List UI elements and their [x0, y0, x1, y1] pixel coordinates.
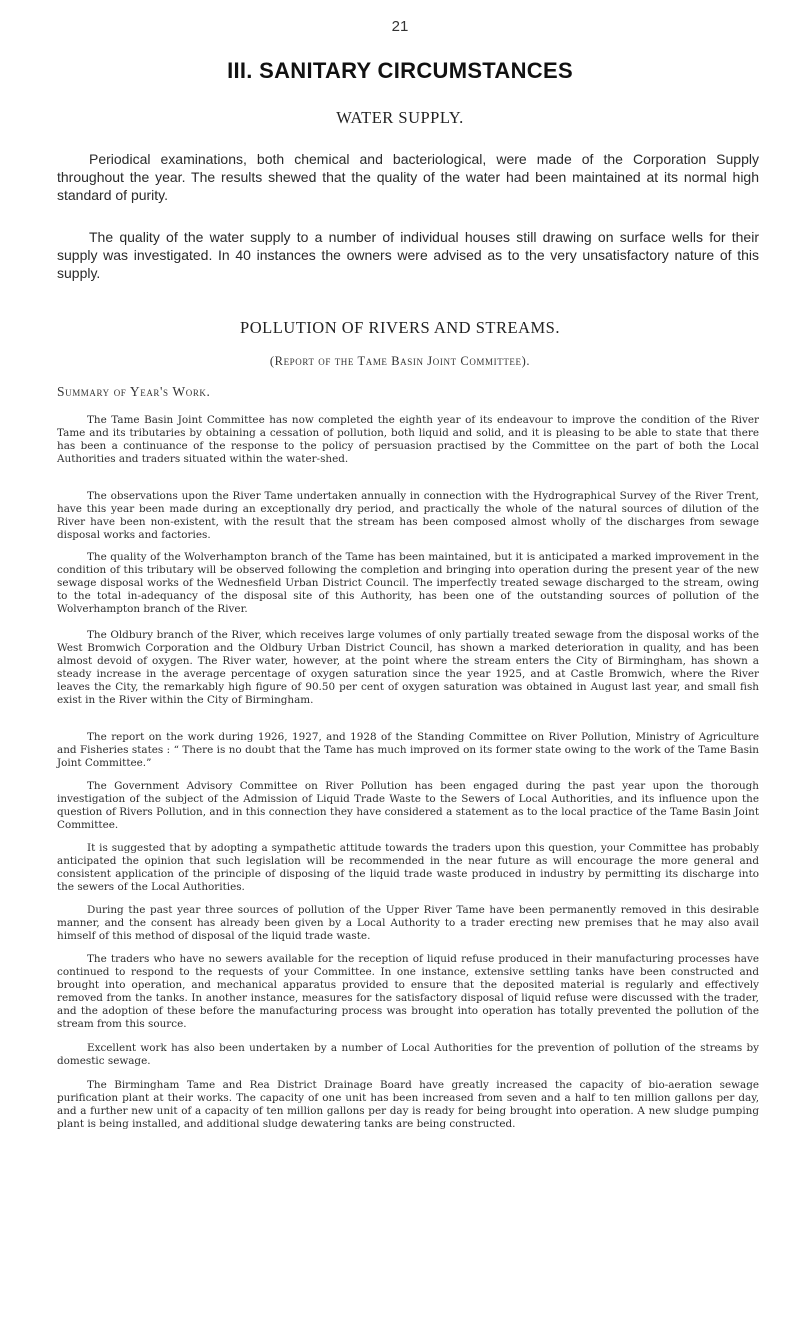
- report-paragraph-10: [57, 1042, 759, 1068]
- paragraph: Excellent work has also been undertaken by a number of Local Authorities for the prevention of pollution of the streams by domestic sewage.: [57, 1042, 759, 1067]
- report-paragraph-7: [57, 842, 759, 894]
- report-paragraph-9: [57, 953, 759, 1030]
- water-supply-paragraph-1: [57, 150, 759, 204]
- water-supply-heading: WATER SUPPLY.: [336, 108, 464, 127]
- report-paragraph-4: [57, 629, 759, 706]
- paragraph: The traders who have no sewers available for the reception of liquid refuse produced in their manufacturing processes have continued to respond to the requests of your Committee. In one instance, extensive settling tanks have been constructed and brought into operation, and mechanical apparatus provided to ensure that the deposited material is regularly and effectively removed from the tanks. In another instance, measures for the satisfactory disposal of liquid refuse were discussed with the trader, and the adoption of these before the manufacturing process was brought into operation has totally prevented the pollution of the stream from this source.: [57, 953, 759, 1030]
- summary-heading: Summary of Year's Work.: [57, 384, 211, 399]
- paragraph: It is suggested that by adopting a sympathetic attitude towards the traders upon this question, your Committee has probably anticipated the opinion that such legislation will be recommended in the near future as will encourage the more general and consistent application of the principle of disposing of the liquid trade waste produced in industry by permitting its discharge into the sewers of the Local Authorities.: [57, 842, 759, 893]
- report-paragraph-6: [57, 780, 759, 832]
- report-subtitle: (Report of the Tame Basin Joint Committee).: [269, 354, 531, 368]
- water-supply-paragraph-2: [57, 228, 759, 282]
- paragraph: The report on the work during 1926, 1927, and 1928 of the Standing Committee on River Pollution, Ministry of Agriculture and Fisheries states : “ There is no doubt that the Tame has much improved on its former state owing to the work of the Tame Basin Joint Committee.”: [57, 731, 759, 769]
- paragraph: The quality of the Wolverhampton branch of the Tame has been maintained, but it is anticipated a marked improvement in the condition of this tributary will be observed following the completion and bringing into operation during the present year of the new sewage disposal works of the Wednesfield Urban District Council. The imperfectly treated sewage discharged to the stream, owing to the total in-adequancy of the disposal site of this Authority, has been one of the outstanding sources of pollution of the Wolverhampton branch of the River.: [57, 551, 759, 615]
- pollution-heading: POLLUTION OF RIVERS AND STREAMS.: [240, 318, 560, 337]
- report-paragraph-11: [57, 1079, 759, 1131]
- paragraph: The Oldbury branch of the River, which receives large volumes of only partially treated sewage from the disposal works of the West Bromwich Corporation and the Oldbury Urban District Council, has shown a marked deterioration in quality, and has been almost devoid of oxygen. The River water, however, at the point where the stream enters the City of Birmingham, has shown a steady increase in the average percentage of oxygen saturation since the year 1925, and at Castle Bromwich, where the River leaves the City, the remarkably high figure of 90.50 per cent of oxygen saturation was obtained in August last year, and small fish exist in the River within the City of Birmingham.: [57, 629, 759, 706]
- chapter-title: III. SANITARY CIRCUMSTANCES: [227, 58, 573, 83]
- paragraph: During the past year three sources of pollution of the Upper River Tame have been permanently removed in this desirable manner, and the consent has already been given by a Local Authority to a trader erecting new premises that he may also avail himself of this method of disposal of the liquid trade waste.: [57, 904, 759, 942]
- paragraph: The Birmingham Tame and Rea District Drainage Board have greatly increased the capacity of bio-aeration sewage purification plant at their works. The capacity of one unit has been increased from seven and a half to ten million gallons per day, and a further new unit of a capacity of ten million gallons per day is ready for being brought into operation. A new sludge pumping plant is being installed, and additional sludge dewatering tanks are being constructed.: [57, 1079, 759, 1130]
- report-paragraph-1: [57, 414, 759, 466]
- paragraph: The Tame Basin Joint Committee has now completed the eighth year of its endeavour to improve the condition of the River Tame and its tributaries by obtaining a cessation of pollution, both liquid and solid, and it is pleasing to be able to state that there has been a continuance of the response to the policy of persuasion practised by the Committee on the part of both the Local Authorities and traders situated within the water-shed.: [57, 414, 759, 465]
- paragraph: Periodical examinations, both chemical and bacteriological, were made of the Corporation Supply throughout the year. The results shewed that the quality of the water had been maintained at its normal high standard of purity.: [57, 151, 759, 203]
- report-paragraph-3: [57, 551, 759, 616]
- paragraph: The observations upon the River Tame undertaken annually in connection with the Hydrographical Survey of the River Trent, have this year been made during an exceptionally dry period, and practically the whole of the natural sources of dilution of the River have been non-existent, with the result that the stream has been composed almost wholly of the discharges from sewage disposal works and factories.: [57, 490, 759, 541]
- page-number: 21: [391, 18, 409, 35]
- report-paragraph-8: [57, 904, 759, 943]
- report-paragraph-2: [57, 490, 759, 542]
- report-paragraph-5: [57, 731, 759, 770]
- paragraph: The Government Advisory Committee on River Pollution has been engaged during the past year upon the thorough investigation of the subject of the Admission of Liquid Trade Waste to the Sewers of Local Authorities, and its influence upon the question of Rivers Pollution, and in this connection they have considered a statement as to the local practice of the Tame Basin Joint Committee.: [57, 780, 759, 831]
- paragraph: The quality of the water supply to a number of individual houses still drawing on surface wells for their supply was investigated. In 40 instances the owners were advised as to the very unsatisfactory nature of this supply.: [57, 229, 759, 281]
